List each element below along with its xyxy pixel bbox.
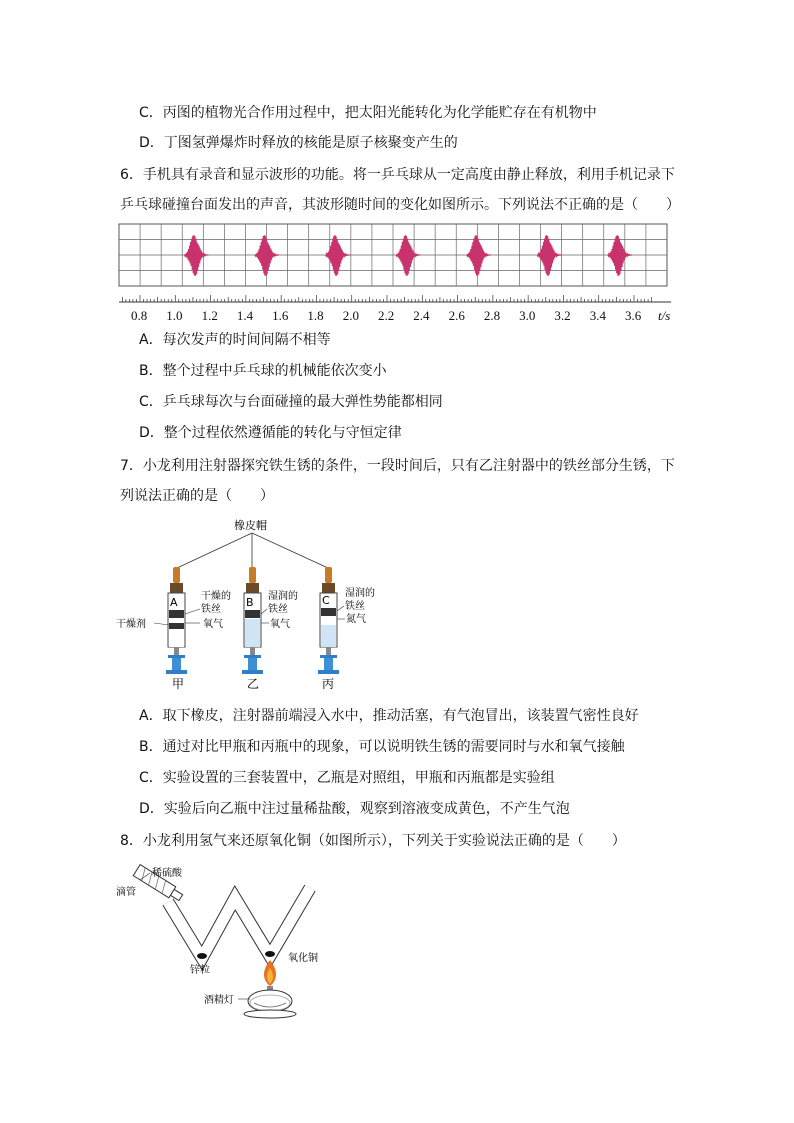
time-ruler [119,295,671,302]
syringe-a [116,567,231,691]
x-tick-label: 1.8 [307,308,324,323]
q7-option-d: D．实验后向乙瓶中注过量稀盐酸，观察到溶液变成黄色，不产生气泡 [139,801,570,817]
copper-oxide [265,951,275,957]
label-oxygen-a: 氧气 [203,619,223,630]
x-tick-label: 1.4 [236,308,254,323]
label-iron-wire-b: 铁丝 [268,604,288,615]
syringe-experiment-figure [110,515,410,693]
q6-option-b: B．整个过程中乒乓球的机械能依次变小 [139,363,387,379]
x-tick-label: 0.8 [131,308,148,323]
x-tick-label: 2.0 [342,308,359,323]
x-tick-label: 2.2 [378,308,395,323]
label-dropper: 滴管 [116,887,136,898]
q7-option-b: B．通过对比甲瓶和丙瓶中的现象，可以说明铁生锈的需要同时与水和氧气接触 [139,739,625,755]
x-tick-label: 1.6 [272,308,289,323]
label-jia: 甲 [172,677,185,691]
label-nitrogen-c: 氮气 [346,614,366,625]
label-wet-b: 湿润的 [268,591,298,602]
cap-label: 橡皮帽 [234,519,267,532]
x-tick-label: 3.2 [554,308,571,323]
zinc-granules [197,953,207,959]
x-tick-label: 1.0 [166,308,183,323]
label-bing: 丙 [322,677,335,691]
q8-stem: 8．小龙利用氢气来还原氧化铜（如图所示），下列关于实验说法正确的是（ ） [120,833,626,849]
q6-stem-line1: 6．手机具有录音和显示波形的功能。将一乒乓球从一定高度由静止释放，利用手机记录下 [120,167,675,183]
label-copper-oxide: 氧化铜 [288,953,318,964]
alcohol-lamp [244,986,296,1018]
q5-option-c: C．丙图的植物光合作用过程中，把太阳光能转化为化学能贮存在有机物中 [139,105,597,121]
label-dilute-sulfuric-acid: 稀硫酸 [152,868,182,879]
waveform-chart [118,222,673,307]
q7-option-a: A．取下橡皮，注射器前端浸入水中，推动活塞，有气泡冒出，该装置气密性良好 [139,708,639,724]
label-iron-wire-a: 铁丝 [201,604,221,615]
syringe-c-letter: C [322,594,330,607]
x-tick-label: 2.4 [413,308,430,323]
x-tick-label: 2.6 [448,308,465,323]
syringe-a-letter: A [170,596,178,609]
syringe-b [242,567,298,691]
q7-option-c: C．实验设置的三套装置中，乙瓶是对照组，甲瓶和丙瓶都是实验组 [139,770,555,786]
q6-option-c: C．乒乓球每次与台面碰撞的最大弹性势能都相同 [139,394,443,410]
x-tick-label: 3.6 [625,308,642,323]
syringe-c [318,567,375,691]
q6-stem-line2: 乒乓球碰撞台面发出的声音，其波形随时间的变化如图所示。下列说法不正确的是（ ） [120,197,680,213]
q5-option-d: D．丁图氢弹爆炸时释放的核能是原子核聚变产生的 [139,135,458,151]
q6-option-d: D．整个过程依然遵循能的转化与守恒定律 [139,425,402,441]
x-tick-label: 2.8 [483,308,501,323]
label-iron-wire-c: 铁丝 [345,601,365,612]
q7-stem-line1: 7．小龙利用注射器探究铁生锈的条件，一段时间后，只有乙注射器中的铁丝部分生锈，下 [120,458,675,474]
x-axis-unit: t/s [658,308,671,323]
label-zinc: 锌粒 [190,965,210,976]
q7-stem-line2: 列说法正确的是（ ） [120,488,274,504]
q6-option-a: A．每次发声的时间间隔不相等 [139,332,331,348]
label-desiccant: 干燥剂 [116,619,146,630]
label-oxygen-b: 氧气 [270,619,290,630]
hydrogen-reduction-figure [110,858,350,1020]
label-wet-c: 湿润的 [345,588,375,599]
label-dry: 干燥的 [201,591,231,602]
syringe-b-letter: B [246,596,254,609]
label-alcohol-lamp: 酒精灯 [204,995,234,1006]
x-tick-label: 3.0 [519,308,536,323]
label-yi: 乙 [247,677,260,691]
w-tube-inner [168,888,310,958]
x-tick-label: 3.4 [589,308,606,323]
x-tick-label: 1.2 [201,308,218,323]
